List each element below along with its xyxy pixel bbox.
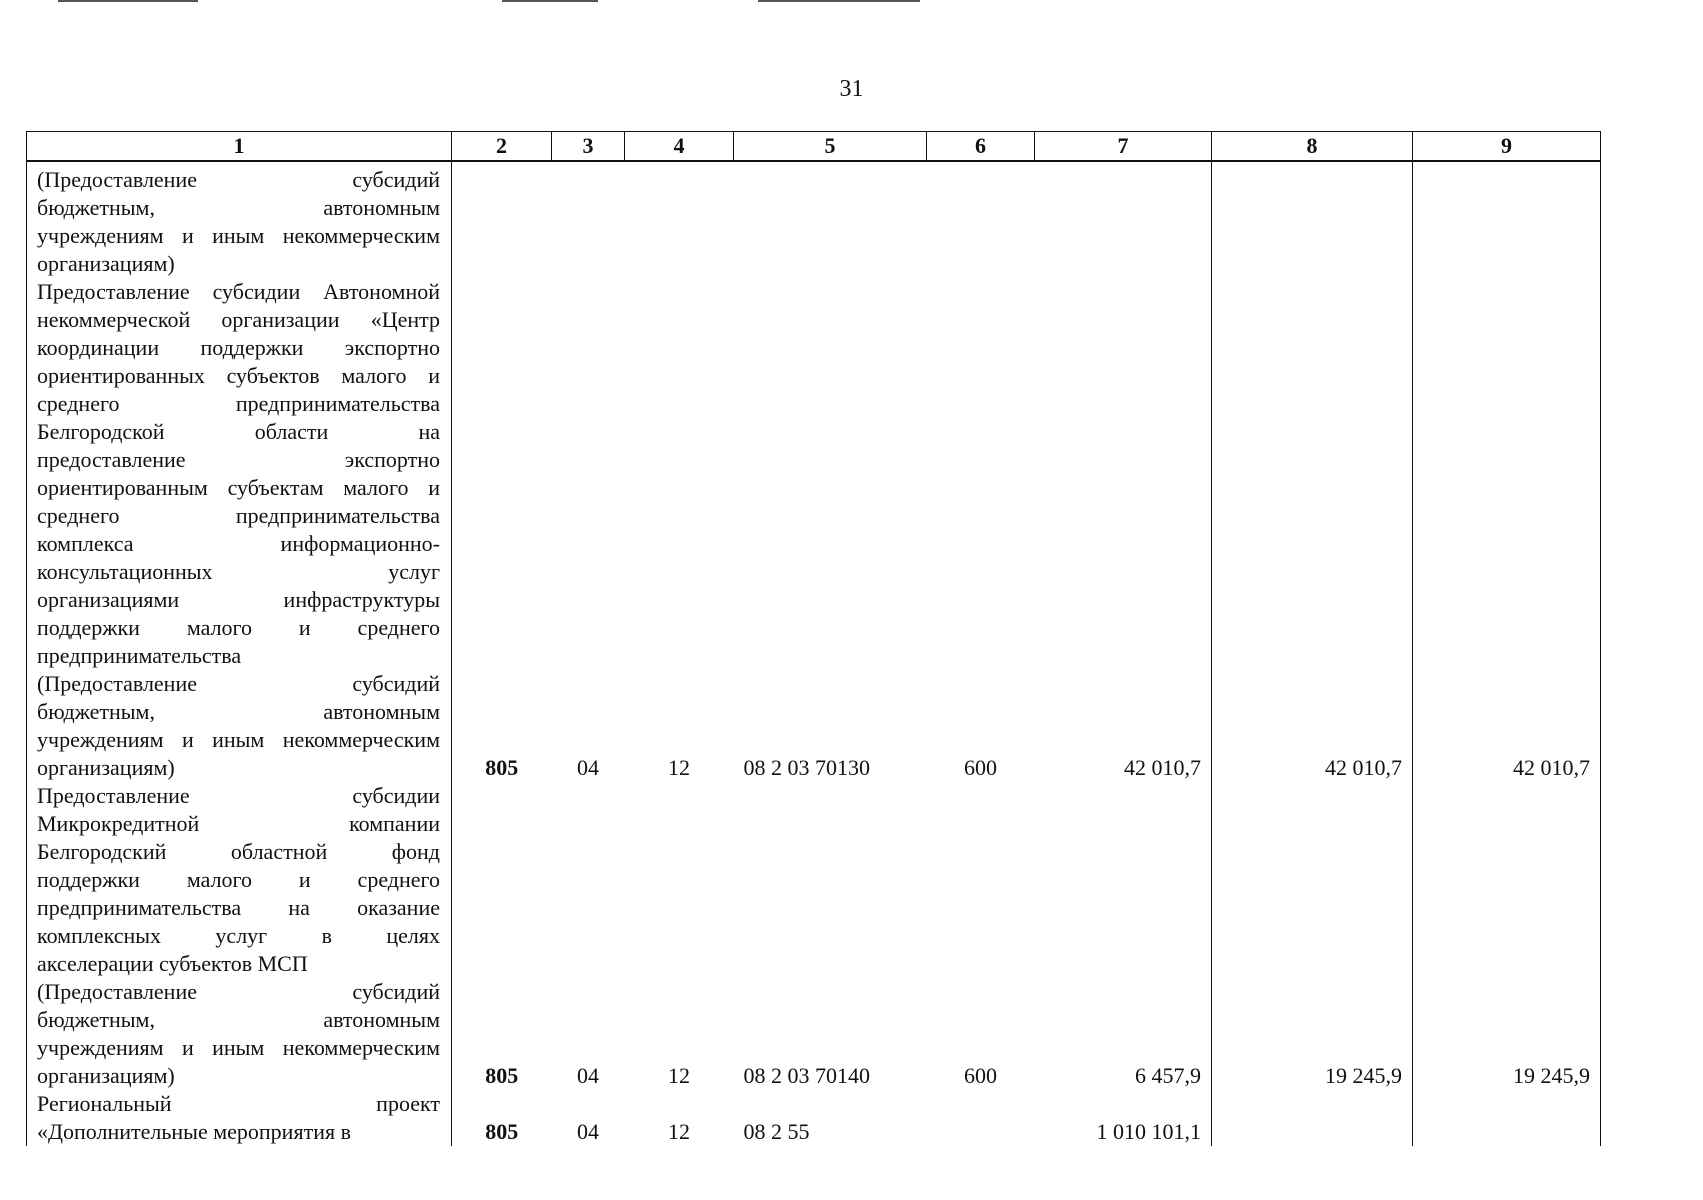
department-code: 805 [452, 1090, 552, 1146]
description-line: ориентированным субъектам малого и [37, 475, 440, 500]
description-line: поддержки малого и среднего [37, 615, 440, 640]
amount-col-9: 19 245,9 [1413, 782, 1601, 1090]
description-line: Микрокредитной компании [37, 811, 440, 836]
row-description [27, 278, 452, 782]
target-article-code: 08 2 03 70130 [743, 755, 870, 780]
description-line: предпринимательства [37, 643, 242, 668]
description-line: Белгородский областной фонд [37, 839, 440, 864]
description-line: бюджетным, автономным [37, 1007, 440, 1032]
column-header: 3 [552, 132, 625, 162]
description-line: Предоставление субсидии Автономной [37, 279, 440, 304]
table-header-row [27, 132, 1601, 162]
description-line: Региональный проект [37, 1091, 440, 1116]
expense-type-code: 600 [964, 1063, 997, 1088]
description-line: организациям) [37, 251, 175, 276]
description-line: комплекса информационно- [37, 531, 440, 556]
description-line: учреждениям и иным некоммерческим [37, 223, 440, 248]
amount-col-8 [1212, 161, 1413, 278]
description-line: бюджетным, автономным [37, 195, 440, 220]
description-line: организациями инфраструктуры [37, 587, 440, 612]
description-line: организациям) [37, 755, 175, 780]
description-line: координации поддержки экспортно [37, 335, 440, 360]
description-line: организациям) [37, 1063, 175, 1088]
amount-col-9: 42 010,7 [1413, 278, 1601, 782]
description-line: предпринимательства на оказание [37, 895, 440, 920]
amount-col-9 [1413, 161, 1601, 278]
table-row [27, 782, 1601, 1090]
description-line: консультационных услуг [37, 559, 440, 584]
description-line: «Дополнительные мероприятия в [37, 1119, 351, 1144]
section-code: 04 [577, 1119, 599, 1144]
budget-table [26, 131, 1601, 1146]
target-article-code [734, 161, 927, 278]
description-line: учреждениям и иным некоммерческим [37, 1035, 440, 1060]
description-line: поддержки малого и среднего [37, 867, 440, 892]
description-line: учреждениям и иным некоммерческим [37, 727, 440, 752]
amount-col-9 [1413, 1090, 1601, 1146]
subsection-code: 12 [668, 1119, 690, 1144]
top-rule [758, 0, 920, 2]
description-line: (Предоставление субсидий [37, 167, 440, 192]
description-line: некоммерческой организации «Центр [37, 307, 440, 332]
amount-col-7: 1 010 101,1 [1035, 1090, 1212, 1146]
description-line: бюджетным, автономным [37, 699, 440, 724]
amount-col-8 [1212, 1090, 1413, 1146]
description-line: предоставление экспортно [37, 447, 440, 472]
description-line: среднего предпринимательства [37, 391, 440, 416]
description-line: комплексных услуг в целях [37, 923, 440, 948]
subsection-code: 12 [668, 1063, 690, 1088]
description-line: ориентированных субъектов малого и [37, 363, 440, 388]
description-line: Белгородской области на [37, 419, 440, 444]
column-header: 2 [452, 132, 552, 162]
top-rule [502, 0, 598, 2]
description-line: акселерации субъектов МСП [37, 951, 308, 976]
row-description [27, 1090, 452, 1146]
table-row [27, 278, 1601, 782]
column-header: 8 [1212, 132, 1413, 162]
description-line: (Предоставление субсидий [37, 979, 440, 1004]
expense-type-code [927, 161, 1035, 278]
description-line: (Предоставление субсидий [37, 671, 440, 696]
section-code: 04 [577, 1063, 599, 1088]
column-header: 5 [734, 132, 927, 162]
target-article-code: 08 2 03 70140 [743, 1063, 870, 1088]
section-code [552, 161, 625, 278]
subsection-code: 12 [668, 755, 690, 780]
expense-type-code: 600 [964, 755, 997, 780]
amount-col-8: 42 010,7 [1212, 278, 1413, 782]
amount-col-8: 19 245,9 [1212, 782, 1413, 1090]
expense-type-code [927, 1090, 1035, 1146]
amount-col-7 [1035, 161, 1212, 278]
table-row [27, 1090, 1601, 1146]
amount-col-7: 6 457,9 [1035, 782, 1212, 1090]
department-code: 805 [452, 278, 552, 782]
row-description [27, 161, 452, 278]
section-code: 04 [577, 755, 599, 780]
target-article-code: 08 2 55 [743, 1119, 810, 1144]
column-header: 6 [927, 132, 1035, 162]
department-code: 805 [452, 782, 552, 1090]
row-description [27, 782, 452, 1090]
amount-col-7: 42 010,7 [1035, 278, 1212, 782]
column-header: 7 [1035, 132, 1212, 162]
page-number: 31 [839, 76, 864, 102]
description-line: среднего предпринимательства [37, 503, 440, 528]
subsection-code [625, 161, 734, 278]
description-line: Предоставление субсидии [37, 783, 440, 808]
top-rule [58, 0, 198, 2]
table-row [27, 161, 1601, 278]
column-header: 1 [27, 132, 452, 162]
department-code [452, 161, 552, 278]
column-header: 4 [625, 132, 734, 162]
column-header: 9 [1413, 132, 1601, 162]
